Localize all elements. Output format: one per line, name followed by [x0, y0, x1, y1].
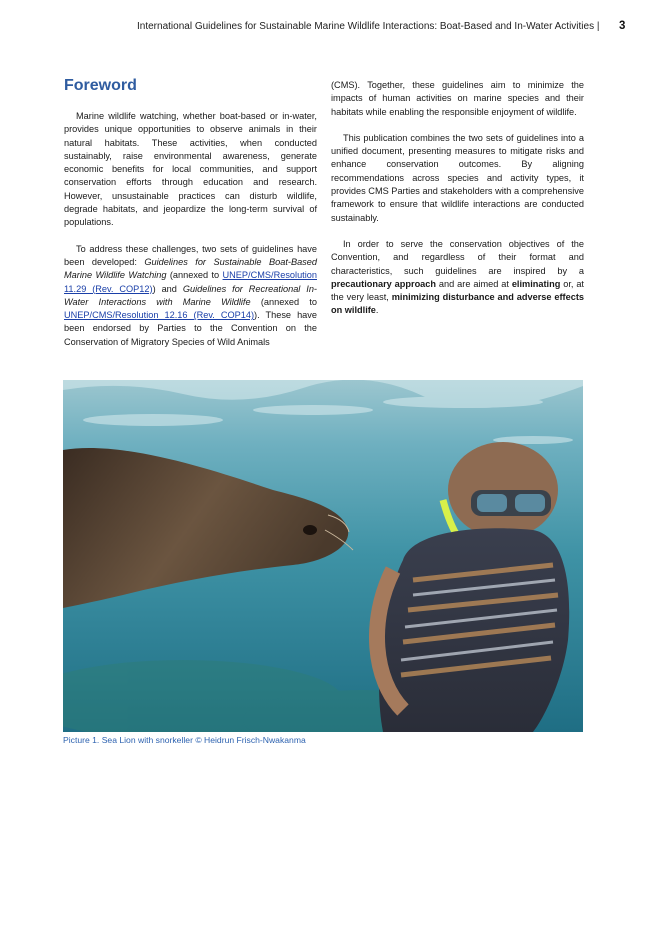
text: ) and: [152, 283, 183, 294]
guideline-title-boat: Guidelines for Sustainable Boat-Based Marine Wildlife Watching: [64, 256, 317, 281]
paragraph-publication: This publication combines the two sets of guidelines into a unified document, presenting measures to mitigate risks and enhance conservation outcomes. By aligning recommendations across species and activity types, it provides CMS Parties and stakeholders with a comprehensive framework to ensure that wildlife interactions are conducted sustainably.: [331, 132, 584, 223]
emphasis-eliminating: eliminating: [511, 278, 561, 289]
resolution-link-11-29[interactable]: UNEP/CMS/Resolution 11.29 (Rev. COP12): [64, 270, 317, 294]
emphasis-minimizing: minimizing disturbance and adverse effects on wildlife: [331, 292, 584, 316]
paragraph-guidelines: [64, 243, 317, 349]
running-header: International Guidelines for Sustainable Marine Wildlife Interactions: Boat-Based and In-Water Activities |: [137, 21, 600, 32]
underwater-scene-image: [63, 380, 583, 732]
paragraph-intro: Marine wildlife watching, whether boat-based or in-water, provides unique opportunities to observe animals in their natural habitats. These activities, when conducted sustainably, raise environmental awareness, generate economic benefits for local communities, and support conservation efforts through education and research. However, unsustainable practices can disturb wildlife, degrade habitats, and jeopardize the long-term survival of populations.: [64, 111, 317, 228]
text: or, at the very least,: [331, 278, 584, 303]
page-number: 3: [619, 20, 626, 32]
text: In order to serve the conservation objectives of the Convention, and regardless of their format and characteristics, such guidelines are inspired by a: [331, 238, 584, 276]
left-column: [64, 76, 317, 362]
text: (annexed to: [250, 296, 317, 307]
page-title: Foreword: [64, 77, 137, 94]
sea-lion-photo: [63, 380, 583, 732]
resolution-link-12-16[interactable]: UNEP/CMS/Resolution 12.16 (Rev. COP14): [64, 310, 255, 321]
paragraph-objectives: [331, 238, 584, 318]
text: and are aimed at: [436, 278, 512, 289]
guideline-title-inwater: Guidelines for Recreational In-Water Interactions with Marine Wildlife: [64, 283, 317, 307]
right-column: [331, 79, 584, 331]
figure-caption: Picture 1. Sea Lion with snorkeller © Heidrun Frisch-Nwakanma: [63, 735, 306, 745]
emphasis-precautionary: precautionary approach: [331, 278, 437, 289]
text: To address these challenges, two sets of guidelines have been developed:: [64, 243, 317, 267]
text: ). These have been endorsed by Parties to the Convention on the Conservation of Migratory Species of Wild Animals: [64, 310, 317, 347]
paragraph-guidelines-continued: (CMS). Together, these guidelines aim to minimize the impacts of human activities on marine species and their habitats while enabling the responsible enjoyment of wildlife.: [331, 80, 584, 117]
text: (annexed to: [166, 270, 223, 281]
text: .: [375, 305, 379, 316]
